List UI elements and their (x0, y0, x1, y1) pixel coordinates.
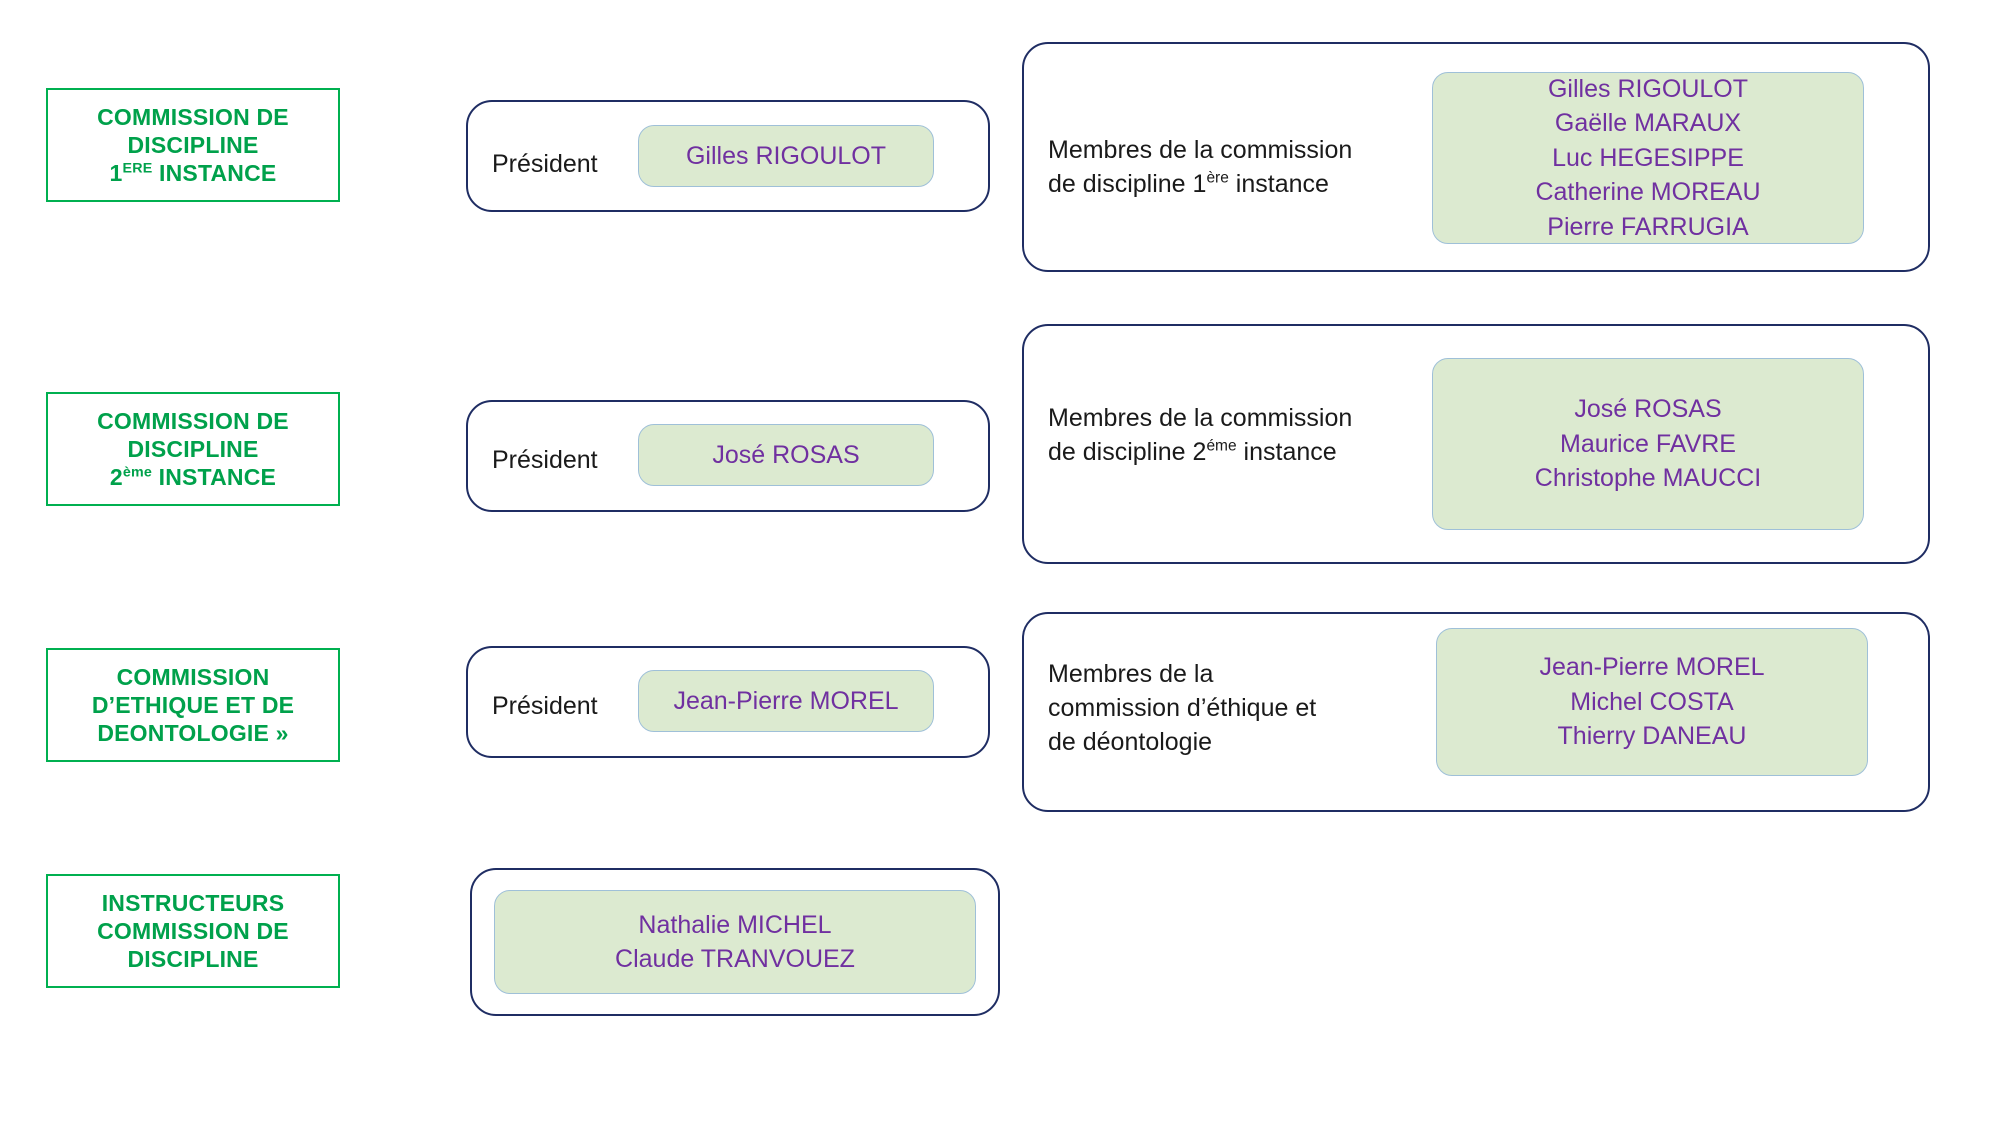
person-name: Claude TRANVOUEZ (615, 945, 855, 973)
members-label-line: de discipline $2^{éme}$ instance (1048, 437, 1337, 466)
president-label-text: Président (492, 446, 598, 474)
person-name: Jean-Pierre MOREL (673, 686, 899, 715)
category-line: DISCIPLINE (127, 435, 259, 462)
category-line: DISCIPLINE (127, 131, 259, 158)
category-line: 2ème INSTANCE (109, 464, 277, 491)
members-label-line: Membres de la commission (1048, 404, 1353, 432)
person-name: Gaëlle MARAUX (1554, 109, 1742, 138)
members-label-row-2 (1048, 402, 1408, 470)
ordinal-suffix: éme (1206, 437, 1237, 455)
person-name: Thierry DANEAU (1557, 722, 1747, 751)
president-label-row-2 (492, 444, 662, 478)
category-box-commission-discipline-2eme (46, 392, 340, 506)
ordinal-suffix: ère (1206, 169, 1229, 187)
category-box-commission-ethique-deontologie (46, 648, 340, 762)
category-line: DEONTOLOGIE » (97, 720, 289, 747)
category-line: INSTRUCTEURS (101, 889, 285, 916)
members-label-row-3 (1048, 658, 1448, 759)
person-name: Gilles RIGOULOT (685, 141, 887, 170)
category-line: COMMISSION (116, 663, 270, 690)
person-name: Jean-Pierre MOREL (1539, 653, 1765, 682)
members-label-row-1 (1048, 134, 1408, 202)
person-name: Maurice FAVRE (1560, 429, 1736, 458)
members-label-line: de déontologie (1048, 727, 1213, 756)
president-label-row-3 (492, 690, 662, 724)
category-box-text (97, 407, 289, 491)
category-line: COMMISSION DE (97, 917, 289, 944)
category-line: 1ERE INSTANCE (109, 160, 277, 187)
members-label-line: commission d’éthique et (1048, 693, 1317, 722)
person-name: Nathalie MICHEL (638, 910, 832, 939)
instructors-name-panel-row-4 (494, 890, 976, 994)
president-label-text: Président (492, 692, 598, 720)
president-name-panel-row-3 (638, 670, 934, 732)
members-name-panel-row-2 (1432, 358, 1864, 530)
category-line: COMMISSION DE (97, 103, 289, 130)
category-box-instructeurs-commission-discipline (46, 874, 340, 988)
person-name: Luc HEGESIPPE (1552, 143, 1744, 172)
category-line: DISCIPLINE (127, 946, 259, 973)
president-name-panel-row-2 (638, 424, 934, 486)
category-box-text (97, 103, 289, 187)
person-name: Christophe MAUCCI (1534, 464, 1762, 493)
ordinal-suffix: ERE (122, 160, 153, 177)
person-name: Catherine MOREAU (1535, 178, 1761, 207)
members-label-line: Membres de la commission (1048, 136, 1353, 164)
person-name: Gilles RIGOULOT (1547, 74, 1749, 103)
members-name-panel-row-1 (1432, 72, 1864, 244)
person-name: Michel COSTA (1570, 687, 1734, 716)
category-line: COMMISSION DE (97, 407, 289, 434)
ordinal-suffix: ème (122, 464, 153, 481)
president-label-text: Président (492, 150, 598, 178)
members-label-line: Membres de la (1048, 660, 1214, 688)
category-line: D’ETHIQUE ET DE (91, 691, 295, 718)
person-name: José ROSAS (1574, 395, 1722, 424)
category-box-text (97, 889, 289, 973)
members-label-line: de discipline 1ère instance (1048, 169, 1329, 198)
president-name-panel-row-1 (638, 125, 934, 187)
president-label-row-1 (492, 148, 662, 182)
category-box-text (92, 663, 294, 747)
category-box-commission-discipline-1ere (46, 88, 340, 202)
person-name: Pierre FARRUGIA (1547, 212, 1749, 241)
members-name-panel-row-3 (1436, 628, 1868, 776)
person-name: José ROSAS (712, 440, 860, 469)
